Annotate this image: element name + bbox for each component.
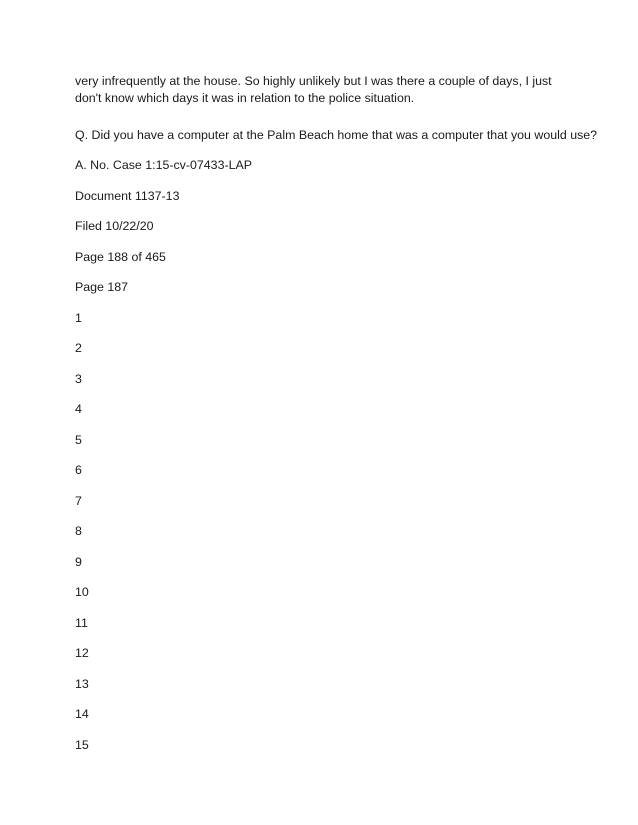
- paragraph-continuation: very infrequently at the house. So highly unlikely but I was there a couple of days, I just don't know which days it was in relation to the police situation.: [75, 74, 552, 105]
- line-number: 15: [75, 738, 89, 752]
- answer-case-line: A. No. Case 1:15-cv-07433-LAP: [75, 158, 253, 172]
- line-number: 10: [75, 585, 89, 599]
- page-of-line: Page 188 of 465: [75, 250, 166, 264]
- line-number: 13: [75, 677, 89, 691]
- line-number: 14: [75, 707, 89, 721]
- line-number: 5: [75, 433, 82, 447]
- line-number: 4: [75, 402, 82, 416]
- document-number-line: Document 1137-13: [75, 189, 180, 203]
- line-number: 7: [75, 494, 82, 508]
- question-paragraph: Q. Did you have a computer at the Palm Beach home that was a computer that you would use?: [75, 128, 598, 142]
- line-number: 9: [75, 555, 82, 569]
- line-number: 6: [75, 463, 82, 477]
- line-number: 3: [75, 372, 82, 386]
- page-number-line: Page 187: [75, 280, 129, 294]
- filed-date-line: Filed 10/22/20: [75, 219, 154, 233]
- line-number: 2: [75, 341, 82, 355]
- line-number: 1: [75, 311, 82, 325]
- line-number: 8: [75, 524, 82, 538]
- line-number: 12: [75, 646, 89, 660]
- line-number: 11: [75, 616, 88, 630]
